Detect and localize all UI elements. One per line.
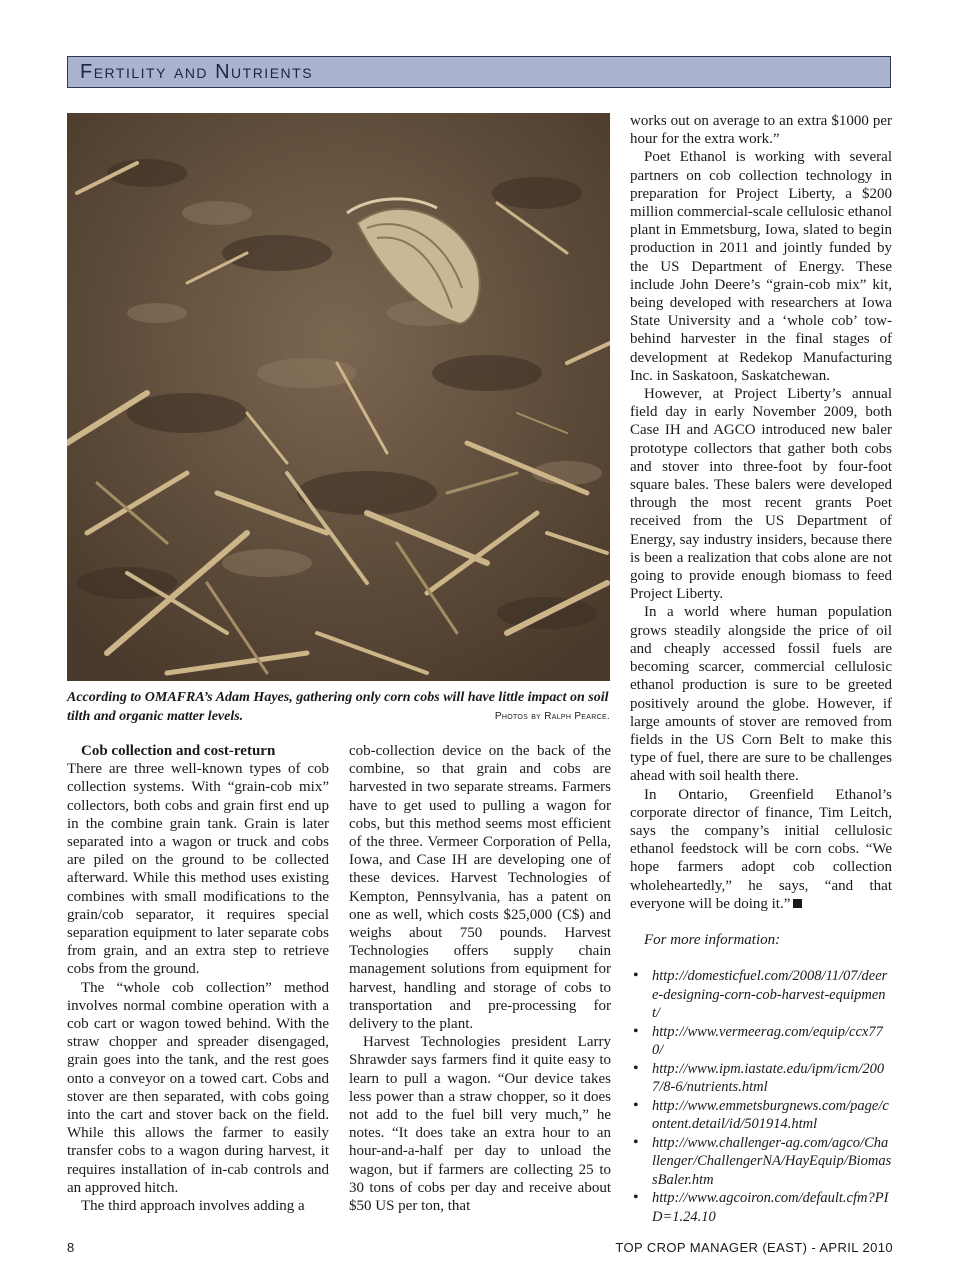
link-item[interactable]: • http://www.agcoiron.com/default.cfm?PID=1.24.10	[630, 1189, 892, 1226]
photo-credit: Photos by Ralph Pearce.	[494, 711, 610, 722]
more-info-label: For more information:	[644, 931, 781, 948]
link-item[interactable]: • http://www.challenger-ag.com/agco/Challenger/ChallengerNA/HayEquip/BiomassBaler.htm	[630, 1134, 892, 1190]
link-item[interactable]: • http://domesticfuel.com/2008/11/07/deere-designing-corn-cob-harvest-equipment/	[630, 967, 892, 1023]
corn-cob-soil-photo	[67, 113, 610, 681]
photo-illustration	[67, 113, 610, 681]
section-header-bar	[67, 56, 891, 88]
links-list	[630, 967, 892, 1226]
paragraph	[630, 786, 892, 913]
paragraph: Harvest Technologies president Larry Shrawder says farmers find it quite easy to learn to pull a wagon. “Our device takes less power than a straw chopper, so it does not add to the fuel bill very much,” he notes. “It does take an extra hour to an hour-and-a-half per day to unload the wagon, but if farmers are collecting 25 to 30 tons of cobs per day and receive about $50 US per ton, that	[349, 1034, 611, 1215]
column-2	[349, 742, 611, 1215]
link-item[interactable]: • http://www.ipm.iastate.edu/ipm/icm/2007/8-6/nutrients.html	[630, 1060, 892, 1097]
paragraph: The “whole cob collection” method involves normal combine operation with a cob cart or wagon towed behind. With the straw chopper and spreader disengaged, grain goes into the tank, and the rest goes onto a conveyor on a towed cart. Cobs and stover are then separated, with cobs going into the cart and stover back on the field. While this allows the farmer to easily transfer cobs to a wagon during harvest, it requires installation of in-cab controls and an approved hitch.	[67, 979, 329, 1196]
paragraph: cob-collection device on the back of the combine, so that grain and cobs are harvested in two separate streams. Farmers have to get used to pulling a wagon for cobs, but this method seems most efficient of the three. Vermeer Corporation of Pella, Iowa, and Case IH are developing one of these devices. Harvest Technologies of Kempton, Pennsylvania, has a patent on one as well, which costs $25,000 (C$) and weighs about 750 pounds. Harvest Technologies offers supply chain management solutions from equipment for harvest, handling and storage of cobs to transportation and pre-processing for delivery to the plant.	[349, 743, 611, 1033]
paragraph: However, at Project Liberty’s annual field day in early November 2009, both Case IH and AGCO introduced new baler prototype collectors that gather both cobs and stover into three-foot by four-foot square bales. These balers were developed through the most recent grants Poet received from the US Department of Energy, say industry insiders, because there is been a realization that cobs alone are not going to provide enough biomass to feed Project Liberty.	[630, 386, 892, 603]
column-1	[67, 742, 329, 1215]
link-item[interactable]: • http://www.vermeerag.com/equip/ccx770/	[630, 1023, 892, 1060]
subheading: Cob collection and cost-return	[81, 743, 276, 759]
paragraph: works out on average to an extra $1000 per hour for the extra work.”	[630, 113, 892, 148]
paragraph-text: In Ontario, Greenfield Ethanol’s corporate director of finance, Tim Leitch, says the company’s initial cellulosic ethanol feedstock will be corn cobs. “We hope farmers adopt cob collection wholeheartedly,” he says, “and that everyone will be doing it.”	[630, 786, 892, 912]
paragraph: Poet Ethanol is working with several partners on cob collection technology in preparation for Project Liberty, a $200 million commercial-scale cellulosic ethanol plant in Emmetsburg, Iowa, slated to begin production in 2011 and jointly funded by the US Department of Energy. These include John Deere’s “grain-cob mix” kit, being developed with researchers at Iowa State University and a ‘whole cob’ tow-behind harvester in the final stages of development at Redekop Manufacturing Inc. in Saskatoon, Saskatchewan.	[630, 149, 892, 384]
caption-text: According to OMAFRA’s Adam Hayes, gathering only corn cobs will have little impact on soil tilth and organic matter levels.	[67, 690, 609, 724]
column-3	[630, 112, 892, 1226]
link-item[interactable]: • http://www.emmetsburgnews.com/page/content.detail/id/501914.html	[630, 1097, 892, 1134]
end-of-article-mark	[793, 899, 802, 908]
paragraph: In a world where human population grows steadily alongside the price of oil and cheaply accessed fossil fuels are becoming scarcer, commercial cellulosic ethanol production is sure to be greeted positively around the globe. However, if large amounts of stover are removed from fields in the US Corn Belt to make this type of fuel, there are sure to be challenges ahead with soil health there.	[630, 604, 892, 785]
paragraph: The third approach involves adding a	[81, 1198, 305, 1215]
section-title: Fertility and Nutrients	[80, 61, 314, 83]
page-number: 8	[67, 1240, 75, 1255]
paragraph: There are three well-known types of cob collection systems. With “grain-cob mix” collectors, both cobs and grain first end up in the combine grain tank. Grain is later separated into a wagon or truck and cobs are piled on the ground to be collected afterward. While this method uses existing combines with small modifications to the grain/cob separator, it requires special separation equipment to later separate cobs from grain, and an extra step to retrieve cobs from the ground.	[67, 761, 329, 978]
photo-caption	[67, 688, 610, 726]
footer-publication: TOP CROP MANAGER (EAST) - APRIL 2010	[615, 1240, 893, 1255]
